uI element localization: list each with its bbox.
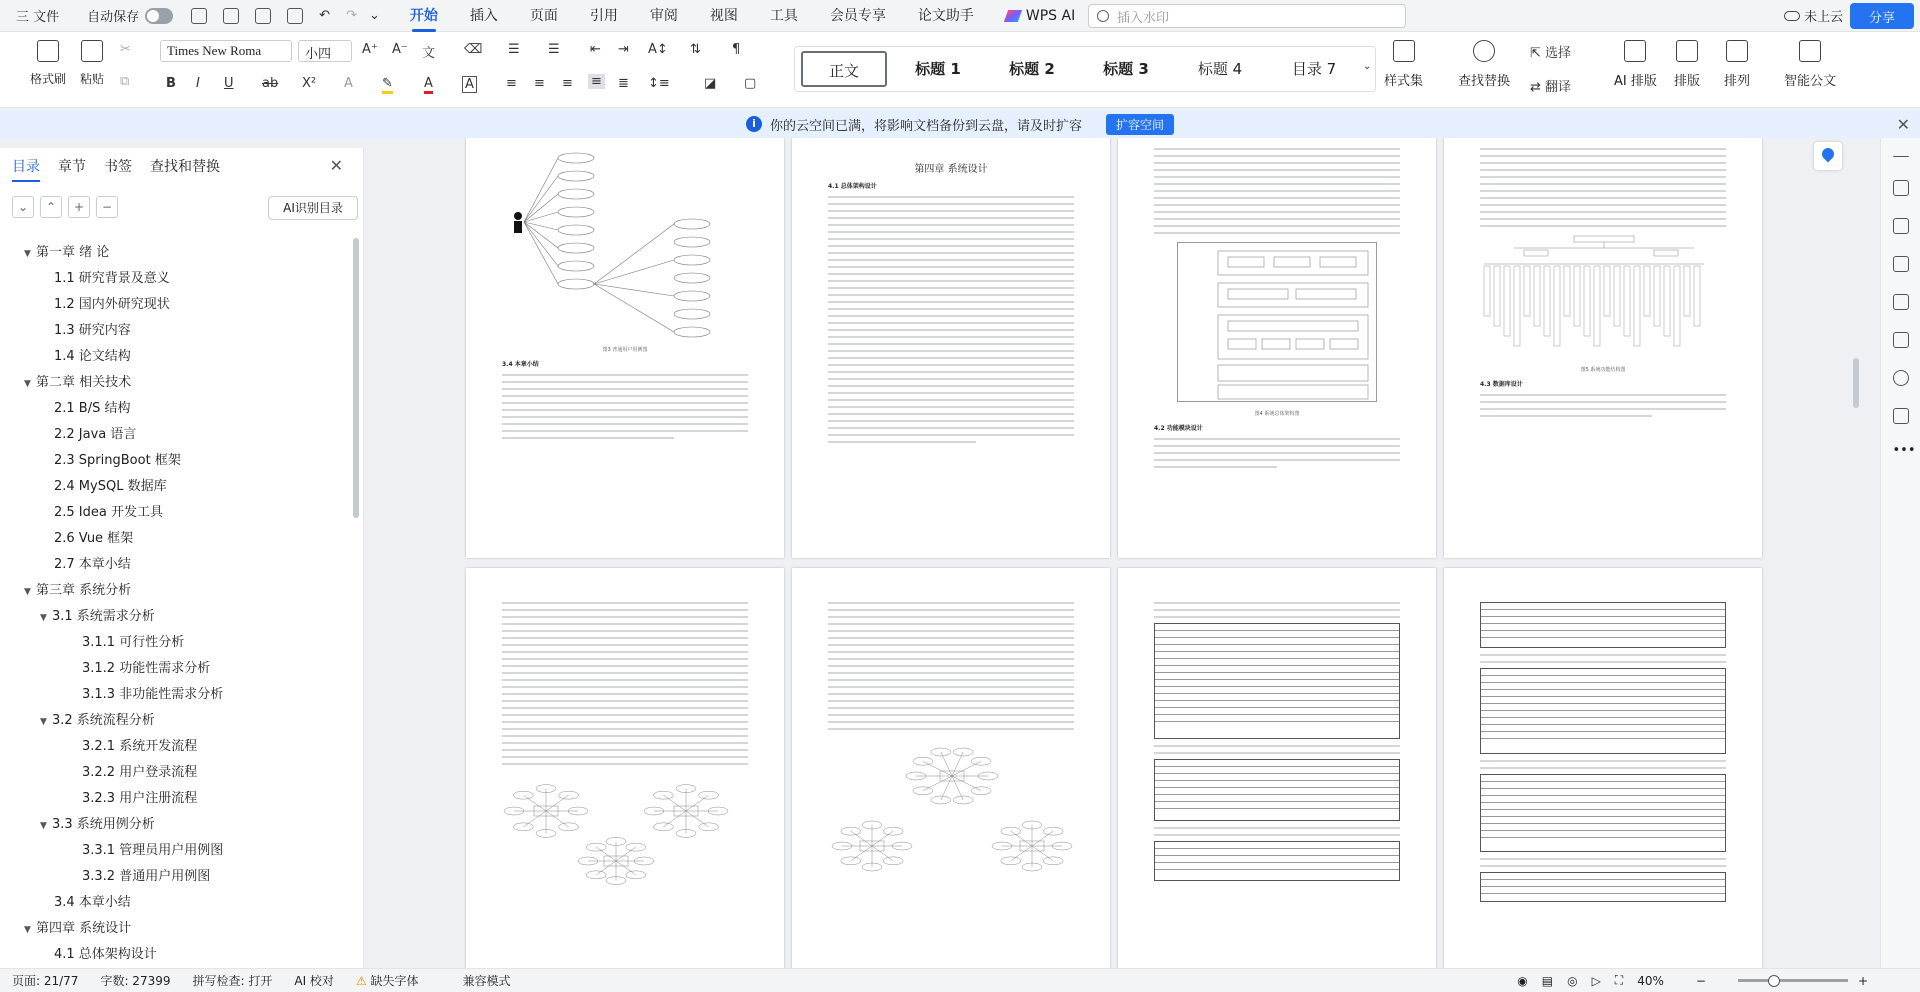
- toc-item[interactable]: [0, 370, 360, 396]
- expand-arrow-icon[interactable]: ▼: [40, 717, 47, 727]
- save-icon[interactable]: [191, 8, 207, 24]
- cloud-status[interactable]: 未上云: [1784, 6, 1843, 25]
- document-canvas[interactable]: [366, 138, 1876, 968]
- word-count[interactable]: 字数: 27399: [100, 974, 171, 988]
- export-icon[interactable]: [223, 8, 239, 24]
- toc-item-label: 3.1.1 可行性分析: [82, 635, 185, 650]
- figure-caption: 图4 系统总体架构图: [1254, 411, 1300, 417]
- zoom-out-icon[interactable]: −: [1695, 973, 1706, 988]
- borders-icon[interactable]: ▢: [744, 76, 757, 91]
- toc-item[interactable]: [0, 864, 360, 890]
- translate-button[interactable]: ⇄ 翻译: [1530, 80, 1572, 95]
- magnifier-icon: [1473, 40, 1495, 62]
- toc-item[interactable]: [0, 552, 360, 578]
- bold-icon[interactable]: B: [166, 76, 176, 91]
- toc-item[interactable]: [0, 604, 360, 630]
- line-spacing-icon[interactable]: ↕≡: [648, 76, 670, 91]
- figure-caption: 图3 普通用户用例图: [602, 347, 648, 353]
- superscript-icon[interactable]: X²: [302, 76, 317, 91]
- tab-page[interactable]: 页面: [529, 7, 558, 24]
- toc-item-label: 2.2 Java 语言: [54, 427, 137, 442]
- zoom-in-icon[interactable]: +: [1857, 973, 1868, 988]
- toc-item[interactable]: [0, 448, 360, 474]
- clear-format-icon[interactable]: ⌫: [464, 42, 483, 57]
- style-set-button[interactable]: 样式集: [1384, 40, 1423, 89]
- add-icon[interactable]: +: [68, 196, 90, 218]
- toc-item-label: 第一章 绪 论: [36, 245, 110, 260]
- toc-item[interactable]: [0, 734, 360, 760]
- decrease-indent-icon[interactable]: ⇤: [590, 42, 601, 57]
- data-table: [1480, 668, 1726, 754]
- page-thumbnail[interactable]: [1118, 568, 1436, 968]
- cut-icon[interactable]: ✂: [120, 42, 131, 57]
- section-heading: 3.4 本章小结: [502, 361, 539, 368]
- toc-item-label: 3.3.1 管理员用户用例图: [82, 843, 224, 858]
- toc-item-label: 2.6 Vue 框架: [54, 531, 134, 546]
- toc-item[interactable]: [0, 318, 360, 344]
- toc-item[interactable]: [0, 578, 360, 604]
- data-table: [1480, 602, 1726, 648]
- sliders-icon[interactable]: [1893, 332, 1909, 348]
- minimize-panel-icon[interactable]: [1893, 156, 1909, 158]
- page-thumbnail[interactable]: [792, 568, 1110, 968]
- page-thumbnail[interactable]: [792, 138, 1110, 558]
- bullet-list-icon[interactable]: ☰: [508, 42, 520, 57]
- toc-item[interactable]: [0, 266, 360, 292]
- highlight-icon[interactable]: ✎: [382, 76, 393, 94]
- tab-review[interactable]: 审阅: [649, 7, 678, 24]
- page-count[interactable]: 页面: 21/77: [12, 974, 79, 988]
- tab-wps-ai[interactable]: WPS AI: [1006, 0, 1075, 32]
- toc-item-label: 1.3 研究内容: [54, 323, 131, 338]
- underline-icon[interactable]: U: [224, 76, 234, 91]
- tab-home[interactable]: 开始: [410, 0, 438, 32]
- page-thumbnail[interactable]: [1118, 138, 1436, 558]
- toc-item-label: 3.2.1 系统开发流程: [82, 739, 198, 754]
- align-justify-icon[interactable]: ≡: [588, 74, 605, 89]
- scrollbar-thumb[interactable]: [1853, 358, 1859, 408]
- page-thumbnail[interactable]: [466, 568, 784, 968]
- close-icon[interactable]: ✕: [1896, 115, 1910, 134]
- find-replace-button[interactable]: 查找替换: [1458, 40, 1510, 89]
- play-icon[interactable]: ▷: [1591, 973, 1601, 988]
- toc-item-label: 2.4 MySQL 数据库: [54, 479, 167, 494]
- numbered-list-icon[interactable]: ☰: [548, 42, 560, 57]
- zoom-level[interactable]: 40%: [1637, 973, 1664, 988]
- architecture-diagram: [1177, 242, 1377, 402]
- layout-button[interactable]: 排版: [1674, 40, 1700, 89]
- expand-arrow-icon[interactable]: ▼: [24, 925, 31, 935]
- align-left-icon[interactable]: ≡: [506, 76, 517, 91]
- paragraph: [1154, 438, 1400, 468]
- autosave-toggle[interactable]: [145, 8, 173, 24]
- toc-item-label: 第二章 相关技术: [36, 375, 132, 390]
- tools-icon[interactable]: [1893, 256, 1909, 272]
- select-button[interactable]: ⇱ 选择: [1530, 46, 1572, 61]
- collapse-icon[interactable]: ⌄: [12, 196, 34, 218]
- toc-item-label: 1.1 研究背景及意义: [54, 271, 170, 286]
- smart-doc-icon: [1799, 40, 1821, 62]
- text-direction-icon[interactable]: A↕: [648, 42, 668, 57]
- help-icon[interactable]: [1893, 370, 1909, 386]
- remove-icon[interactable]: −: [96, 196, 118, 218]
- toc-item[interactable]: [0, 396, 360, 422]
- paragraph: [1480, 760, 1726, 769]
- paragraph: [1480, 654, 1726, 663]
- toc-item-label: 1.4 论文结构: [54, 349, 131, 364]
- paragraph: [1480, 394, 1726, 417]
- copy-icon[interactable]: ⧉: [120, 74, 130, 89]
- nav-tabs: [0, 148, 363, 190]
- data-table: [1154, 623, 1400, 739]
- toc-item-label: 3.2 系统流程分析: [52, 713, 155, 728]
- tab-insert[interactable]: 插入: [469, 7, 498, 24]
- more-dots-icon[interactable]: •••: [1892, 443, 1916, 458]
- fit-icon[interactable]: ⛶: [1614, 973, 1624, 987]
- use-case-diagram: [466, 142, 784, 342]
- paragraph: [1154, 148, 1400, 234]
- grow-font-icon[interactable]: A⁺: [362, 42, 378, 57]
- shading-icon[interactable]: ◪: [704, 76, 717, 91]
- expand-storage-button[interactable]: 扩容空间: [1106, 114, 1174, 135]
- italic-icon[interactable]: I: [196, 76, 200, 91]
- style-toc-7[interactable]: 目录 7: [1291, 60, 1337, 78]
- zoom-slider[interactable]: [1738, 979, 1848, 982]
- font-size-select[interactable]: 小四: [298, 40, 352, 62]
- right-tool-rail: [1880, 138, 1920, 968]
- tab-find-replace[interactable]: 查找和替换: [150, 159, 220, 175]
- er-diagram: [466, 771, 784, 891]
- expand-arrow-icon[interactable]: ▼: [40, 613, 47, 623]
- toc-item-label: 3.1 系统需求分析: [52, 609, 155, 624]
- zoom-control: [1517, 973, 1890, 988]
- tab-toc[interactable]: 目录: [12, 156, 40, 182]
- tab-tools[interactable]: 工具: [769, 7, 798, 24]
- document-scrollbar[interactable]: [1852, 148, 1860, 908]
- paragraph: [1480, 858, 1726, 867]
- tab-thesis[interactable]: 论文助手: [917, 7, 974, 24]
- toc-item[interactable]: [0, 812, 360, 838]
- toc-scrollbar[interactable]: [353, 238, 359, 518]
- undo-icon[interactable]: ↶: [319, 8, 331, 23]
- page-thumbnail[interactable]: [466, 138, 784, 558]
- section-heading: 4.1 总体架构设计: [828, 183, 877, 190]
- style-gallery-more-icon[interactable]: ⌄: [1363, 61, 1372, 72]
- toc-item[interactable]: [0, 682, 360, 708]
- phonetic-icon[interactable]: 文: [422, 46, 436, 61]
- redo-icon[interactable]: ↷: [346, 8, 357, 23]
- toc-controls: [12, 196, 124, 218]
- toc-item-label: 1.2 国内外研究现状: [54, 297, 170, 312]
- toc-item-label: 2.3 SpringBoot 框架: [54, 453, 181, 468]
- align-right-icon[interactable]: ≡: [562, 76, 573, 91]
- expand-icon[interactable]: ⌃: [40, 196, 62, 218]
- command-search-input[interactable]: 插入水印: [1088, 4, 1406, 28]
- expand-arrow-icon[interactable]: ▼: [24, 249, 31, 259]
- toc-item[interactable]: [0, 760, 360, 786]
- style-heading-1[interactable]: 标题 1: [915, 60, 961, 78]
- toc-item[interactable]: [0, 240, 360, 266]
- arrange-icon: [1726, 40, 1748, 62]
- data-table: [1480, 774, 1726, 852]
- missing-font[interactable]: ⚠ 缺失字体: [355, 974, 419, 988]
- toc-item[interactable]: [0, 500, 360, 526]
- more-icon[interactable]: ⌄: [368, 8, 380, 23]
- toc-item[interactable]: [0, 708, 360, 734]
- compat-mode[interactable]: 兼容模式: [462, 974, 511, 988]
- shrink-font-icon[interactable]: A⁻: [392, 42, 408, 57]
- page-thumbnail[interactable]: [1444, 568, 1762, 968]
- style-gallery: [794, 46, 1376, 92]
- data-table: [1154, 759, 1400, 821]
- char-border-icon[interactable]: A: [462, 76, 477, 93]
- autosave[interactable]: 自动保存: [87, 6, 173, 25]
- tab-chapters[interactable]: 章节: [58, 159, 86, 175]
- style-set-icon: [1393, 40, 1415, 62]
- eye-icon[interactable]: ◉: [1517, 973, 1528, 988]
- increase-indent-icon[interactable]: ⇥: [618, 42, 629, 57]
- clipboard-icon: [81, 40, 103, 62]
- close-icon[interactable]: ✕: [329, 156, 343, 175]
- toc-item-label: 3.2.2 用户登录流程: [82, 765, 198, 780]
- info-icon: i: [746, 116, 762, 132]
- navigation-pane: [0, 148, 364, 968]
- ai-proofread[interactable]: AI 校对: [294, 974, 334, 988]
- toc-item[interactable]: [0, 344, 360, 370]
- toc-item-label: 3.3 系统用例分析: [52, 817, 155, 832]
- ai-sparkle-icon[interactable]: [1893, 294, 1909, 310]
- layout-icon: [1676, 40, 1698, 62]
- tab-member[interactable]: 会员专享: [829, 7, 886, 24]
- spell-check[interactable]: 拼写检查: 打开: [192, 974, 273, 988]
- tab-view[interactable]: 视图: [709, 7, 738, 24]
- toc-item-label: 第三章 系统分析: [36, 583, 132, 598]
- paste-button[interactable]: 粘贴: [66, 38, 118, 87]
- shirt-icon[interactable]: [1893, 408, 1909, 424]
- figure-caption: 图5 系统功能结构图: [1580, 367, 1626, 373]
- toc-item[interactable]: [0, 422, 360, 448]
- location-pin-icon[interactable]: [1814, 142, 1842, 170]
- expand-arrow-icon[interactable]: ▼: [40, 821, 47, 831]
- search-icon: [1097, 10, 1109, 22]
- paragraph: [1480, 148, 1726, 227]
- ribbon-toolbar: [0, 32, 1920, 108]
- toc-item[interactable]: [0, 942, 360, 968]
- status-bar: [0, 968, 1920, 992]
- toc-item[interactable]: [0, 786, 360, 812]
- data-table: [1154, 841, 1400, 881]
- toc-item-label: 3.1.3 非功能性需求分析: [82, 687, 224, 702]
- paragraph: [1154, 602, 1400, 618]
- paragraph: [828, 602, 1074, 730]
- cloud-icon: [1784, 11, 1800, 21]
- expand-arrow-icon[interactable]: ▼: [24, 587, 31, 597]
- toc-item-label: 第四章 系统设计: [36, 921, 132, 936]
- font-color-icon[interactable]: A: [424, 76, 433, 94]
- cursor-icon[interactable]: [1893, 218, 1909, 234]
- chapter-title: 第四章 系统设计: [914, 164, 988, 175]
- style-heading-3[interactable]: 标题 3: [1103, 60, 1149, 78]
- cloud-full-notice: i 你的云空间已满，将影响文档备份到云盘，请及时扩容 扩容空间 ✕: [0, 110, 1920, 138]
- page-view-icon[interactable]: ▤: [1541, 973, 1554, 988]
- wps-ai-logo-icon: [1004, 10, 1022, 22]
- section-heading: 4.3 数据库设计: [1480, 381, 1523, 388]
- toc-item-label: 3.2.3 用户注册流程: [82, 791, 198, 806]
- toc-item[interactable]: [0, 292, 360, 318]
- toc-list: [0, 240, 360, 968]
- strikethrough-icon[interactable]: ab: [262, 76, 279, 91]
- toc-item-label: 2.1 B/S 结构: [54, 401, 131, 416]
- sort-icon[interactable]: ⇅: [690, 42, 701, 57]
- ai-layout-button[interactable]: AI 排版: [1614, 40, 1657, 89]
- tab-bookmarks[interactable]: 书签: [104, 159, 132, 175]
- section-heading: 4.2 功能模块设计: [1154, 425, 1203, 432]
- share-button[interactable]: 分享: [1850, 3, 1914, 29]
- font-name-select[interactable]: Times New Roma: [160, 40, 292, 62]
- pen-icon[interactable]: [1893, 180, 1909, 196]
- paragraph: [1154, 827, 1400, 836]
- distributed-icon[interactable]: ≣: [618, 76, 629, 91]
- arrange-button[interactable]: 排列: [1724, 40, 1750, 89]
- file-menu[interactable]: 三 文件: [16, 10, 60, 25]
- print-icon[interactable]: [255, 8, 271, 24]
- show-marks-icon[interactable]: ¶: [732, 42, 741, 57]
- toc-item-label: 4.1 总体架构设计: [54, 947, 157, 962]
- toc-item[interactable]: [0, 916, 360, 942]
- toc-item[interactable]: [0, 526, 360, 552]
- toc-item[interactable]: [0, 474, 360, 500]
- smart-doc-button[interactable]: 智能公文: [1784, 40, 1836, 89]
- paragraph: [1154, 745, 1400, 754]
- toc-item[interactable]: [0, 838, 360, 864]
- style-normal[interactable]: 正文: [801, 51, 887, 87]
- title-bar: [0, 0, 1920, 32]
- preview-icon[interactable]: [287, 8, 303, 24]
- paragraph: [502, 374, 748, 439]
- toc-item-label: 2.7 本章小结: [54, 557, 131, 572]
- style-heading-4[interactable]: 标题 4: [1197, 60, 1243, 78]
- ai-detect-toc-button[interactable]: AI识别目录: [268, 196, 358, 220]
- toc-item-label: 3.4 本章小结: [54, 895, 131, 910]
- ai-layout-icon: [1624, 40, 1646, 62]
- data-table: [1480, 872, 1726, 902]
- brush-icon: [37, 40, 59, 62]
- toc-item[interactable]: [0, 890, 360, 916]
- toc-item[interactable]: [0, 656, 360, 682]
- tab-reference[interactable]: 引用: [589, 7, 618, 24]
- er-diagram: [792, 736, 1110, 906]
- paragraph: [828, 196, 1074, 443]
- paragraph: [502, 602, 748, 765]
- toc-item-label: 3.1.2 功能性需求分析: [82, 661, 211, 676]
- style-heading-2[interactable]: 标题 2: [1009, 60, 1055, 78]
- function-structure-diagram: [1444, 232, 1762, 362]
- web-view-icon[interactable]: ◎: [1567, 973, 1578, 988]
- expand-arrow-icon[interactable]: ▼: [24, 379, 31, 389]
- toc-item-label: 3.3.2 普通用户用例图: [82, 869, 211, 884]
- align-center-icon[interactable]: ≡: [534, 76, 545, 91]
- toc-item[interactable]: [0, 630, 360, 656]
- page-thumbnail[interactable]: [1444, 138, 1762, 558]
- format-painter-button[interactable]: 格式刷: [22, 38, 74, 87]
- toc-item-label: 2.5 Idea 开发工具: [54, 505, 163, 520]
- text-effect-icon[interactable]: A: [344, 76, 353, 91]
